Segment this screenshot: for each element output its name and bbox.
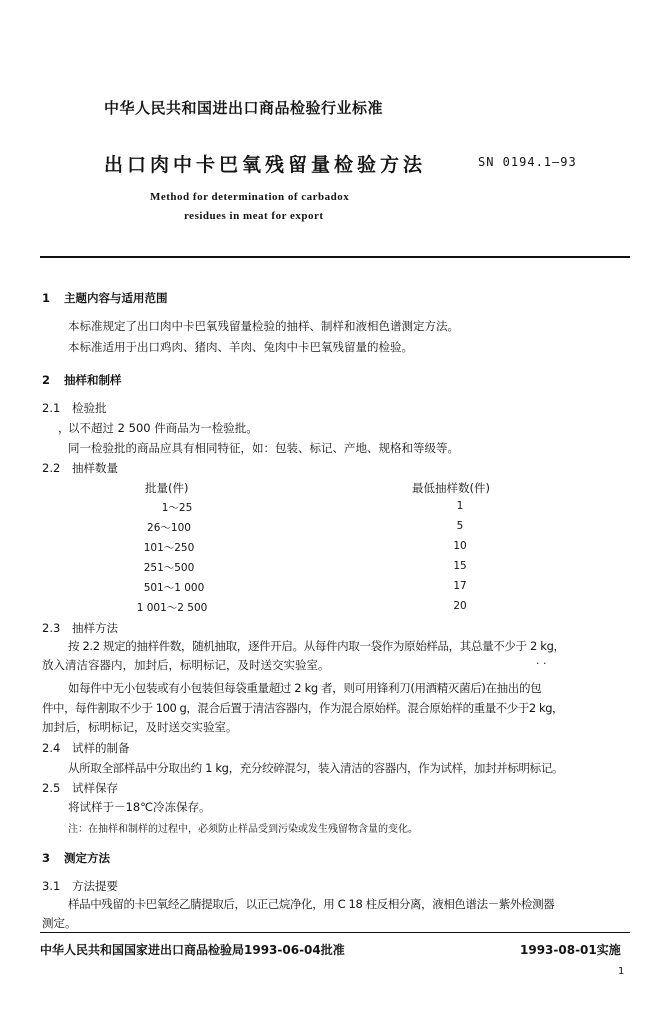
subsection-title: 抽样数量 [72,461,118,475]
subsection-number: 2.3 [42,621,61,635]
table-cell-min: 17 [453,580,467,592]
approval-statement: 中华人民共和国国家进出口商品检验局1993-06-04批准 [40,943,345,957]
stray-mark: · · [536,657,547,670]
subsection-number: 2.1 [42,401,61,415]
section-number: 2 [42,373,51,387]
subsection-number: 2.5 [42,781,61,795]
paragraph: 将试样于－18℃冷冻保存。 [68,800,211,814]
paragraph: 按 2.2 规定的抽样件数，随机抽取，逐件开启。从每件内取一袋作为原始样品，其总量不少于 2 kg， [68,639,565,653]
table-cell-lot: 1～25 [161,502,193,514]
section-number: 3 [42,851,51,865]
section-number: 1 [42,291,51,305]
header-divider [40,256,630,258]
subsection-title: 检验批 [72,401,107,415]
paragraph: 加封后，标明标记，及时送交实验室。 [42,720,238,734]
page-number: 1 [618,966,625,977]
subsection-title: 试样保存 [72,781,118,795]
paragraph: 如每件中无小包装或有小包装但每袋重量超过 2 kg 者，则可用锋利刀(用酒精灭菌后)在抽出的包 [68,681,542,695]
table-cell-min: 5 [456,520,464,532]
subsection-2-1-heading [42,400,107,416]
table-cell-lot: 251～500 [143,562,195,574]
paragraph: 本标准规定了出口肉中卡巴氧残留量检验的抽样、制样和液相色谱测定方法。 [68,319,459,333]
table-cell-min: 20 [453,600,467,612]
table-cell-min: 1 [456,500,464,512]
subsection-number: 2.2 [42,461,61,475]
subsection-2-2-heading [42,460,118,476]
table-cell-lot: 1 001～2 500 [136,602,208,614]
table-cell-min: 15 [453,560,467,572]
section-title: 主题内容与适用范围 [64,291,168,305]
table-cell-min: 10 [453,540,467,552]
table-cell-lot: 101～250 [143,542,195,554]
paragraph: 件中，每件割取不少于 100 g，混合后置于清洁容器内，作为混合原始样。混合原始样的重量不少于2 kg， [42,701,564,715]
document-main-title: 出口肉中卡巴氧残留量检验方法 [104,154,427,176]
subsection-number: 3.1 [42,879,61,893]
section-2-heading [42,372,122,388]
footer-divider [40,932,630,933]
paragraph: 同一检验批的商品应具有相同特征，如：包装、标记、产地、规格和等级等。 [68,441,459,455]
paragraph: 以不超过 2 500 件商品为一检验批。 [68,421,258,435]
standard-code: SN 0194.1—93 [478,155,577,169]
subsection-2-3-heading [42,620,118,636]
paragraph: 放入清洁容器内，加封后，标明标记，及时送交实验室。 [42,658,330,672]
effective-date: 1993-08-01实施 [520,943,621,957]
section-title: 测定方法 [64,851,110,865]
paragraph: 从所取全部样品中分取出约 1 kg，充分绞碎混匀，装入清洁的容器内，作为试样，加封并标明标记。 [68,761,564,775]
subsection-title: 抽样方法 [72,621,118,635]
english-title-line1: Method for determination of carbadox [150,191,350,203]
english-title-line2: residues in meat for export [184,210,324,222]
subsection-3-1-heading [42,878,118,894]
subsection-2-4-heading [42,740,130,756]
section-1-heading [42,290,168,306]
paragraph: 测定。 [42,916,77,930]
table-cell-lot: 26～100 [147,522,191,534]
paragraph: 本标准适用于出口鸡肉、猪肉、羊肉、兔肉中卡巴氧残留量的检验。 [68,340,413,354]
standard-category-title: 中华人民共和国进出口商品检验行业标准 [104,99,384,117]
subsection-title: 方法提要 [72,879,118,893]
table-header-lot: 批量(件) [145,481,189,495]
stray-mark: ， [58,421,70,435]
subsection-2-5-heading [42,780,118,796]
section-3-heading [42,850,110,866]
subsection-number: 2.4 [42,741,61,755]
subsection-title: 试样的制备 [72,741,130,755]
table-cell-lot: 501～1 000 [143,582,205,594]
note: 注：在抽样和制样的过程中，必须防止样品受到污染或发生残留物含量的变化。 [68,824,418,835]
section-title: 抽样和制样 [64,373,122,387]
table-header-min-samples: 最低抽样数(件) [412,481,490,495]
paragraph: 样品中残留的卡巴氧经乙腈提取后，以正己烷净化，用 C 18 柱反相分离，液相色谱法－紫外检测器 [68,897,555,911]
